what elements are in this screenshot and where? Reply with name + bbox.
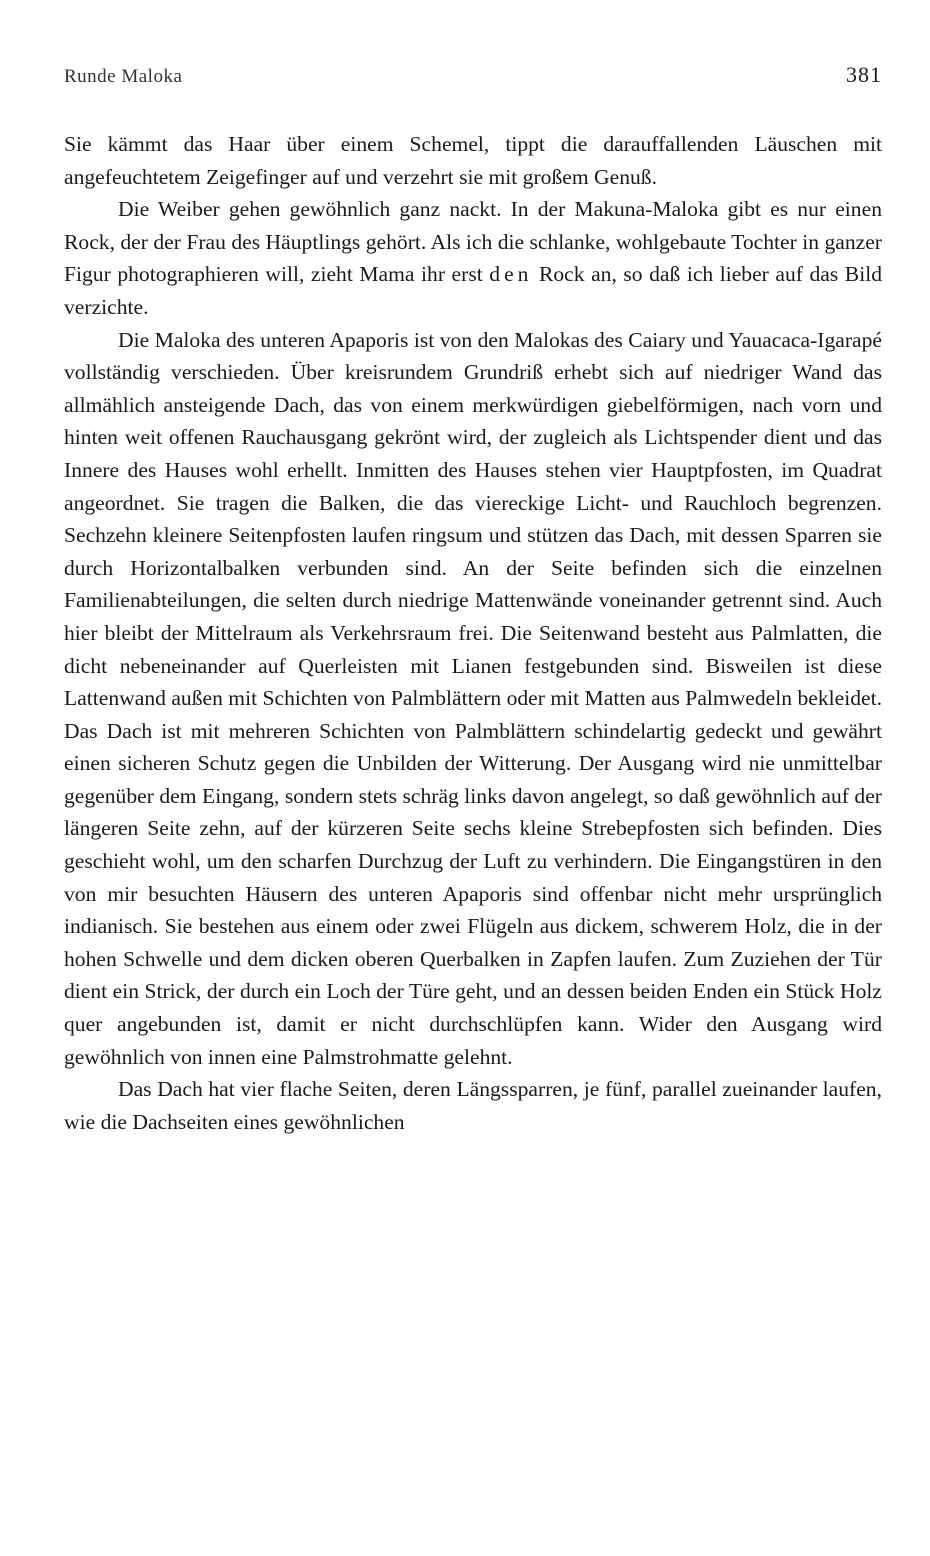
- paragraph-1: Sie kämmt das Haar über einem Schemel, tippt die darauffallenden Läuschen mit angefeuchtetem Zeigefinger auf und verzehrt sie mit großem Genuß.: [64, 132, 882, 189]
- page-header: [64, 62, 882, 102]
- paragraph-2: [64, 193, 882, 323]
- body-text: [64, 128, 882, 1138]
- paragraph-2-after: Rock an, so daß ich lieber auf das Bild verzichte.: [64, 262, 882, 319]
- paragraph-3: Die Maloka des unteren Apaporis ist von den Malokas des Caiary und Yauacaca-Igarapé vollständig verschieden. Über kreisrundem Grundriß erhebt sich auf niedriger Wand das allmählich ansteigende Dach, das von einem merkwürdigen giebelförmigen, nach vorn und hinten weit offenen Rauchausgang gekrönt wird, der zugleich als Lichtspender dient und das Innere des Hauses wohl erhellt. Inmitten des Hauses stehen vier Hauptpfosten, im Quadrat angeordnet. Sie tragen die Balken, die das viereckige Licht- und Rauchloch begrenzen. Sechzehn kleinere Seitenpfosten laufen ringsum und stützen das Dach, mit dessen Sparren sie durch Horizontalbalken verbunden sind. An der Seite befinden sich die einzelnen Familienabteilungen, die selten durch niedrige Mattenwände voneinander getrennt sind. Auch hier bleibt der Mittelraum als Verkehrsraum frei. Die Seitenwand besteht aus Palmlatten, die dicht nebeneinander auf Querleisten mit Lianen festgebunden sind. Bisweilen ist diese Lattenwand außen mit Schichten von Palmblättern oder mit Matten aus Palmwedeln bekleidet. Das Dach ist mit mehreren Schichten von Palmblättern schindelartig gedeckt und gewährt einen sicheren Schutz gegen die Unbilden der Witterung. Der Ausgang wird nie unmittelbar gegenüber dem Eingang, sondern stets schräg links davon angelegt, so daß gewöhnlich auf der längeren Seite zehn, auf der kürzeren Seite sechs kleine Strebepfosten sich befinden. Dies geschieht wohl, um den scharfen Durchzug der Luft zu verhindern. Die Eingangstüren in den von mir besuchten Häusern des unteren Apaporis sind offenbar nicht mehr ursprünglich indianisch. Sie bestehen aus einem oder zwei Flügeln aus dickem, schwerem Holz, die in der hohen Schwelle und dem dicken oberen Querbalken in Zapfen laufen. Zum Zuziehen der Tür dient ein Strick, der durch ein Loch der Türe geht, und an dessen beiden Enden ein Stück Holz quer angebunden ist, damit er nicht durchschlüpfen kann. Wider den Ausgang wird gewöhnlich von innen eine Palmstrohmatte gelehnt.: [64, 327, 882, 1069]
- spaced-emphasis: den: [489, 262, 533, 287]
- paragraph-4: Das Dach hat vier flache Seiten, deren Längssparren, je fünf, parallel zueinander laufen, wie die Dachseiten eines gewöhnlichen: [64, 1077, 882, 1134]
- paragraph-2-before: Die Weiber gehen gewöhnlich ganz nackt. In der Makuna-Maloka gibt es nur einen Rock, der der Frau des Häuptlings gehört. Als ich die schlanke, wohlgebaute Tochter in ganzer Figur photographieren will, zieht Mama ihr erst: [64, 197, 882, 287]
- book-page: [64, 62, 882, 1138]
- page-number: 381: [846, 62, 882, 87]
- running-head: Runde Maloka: [64, 66, 183, 87]
